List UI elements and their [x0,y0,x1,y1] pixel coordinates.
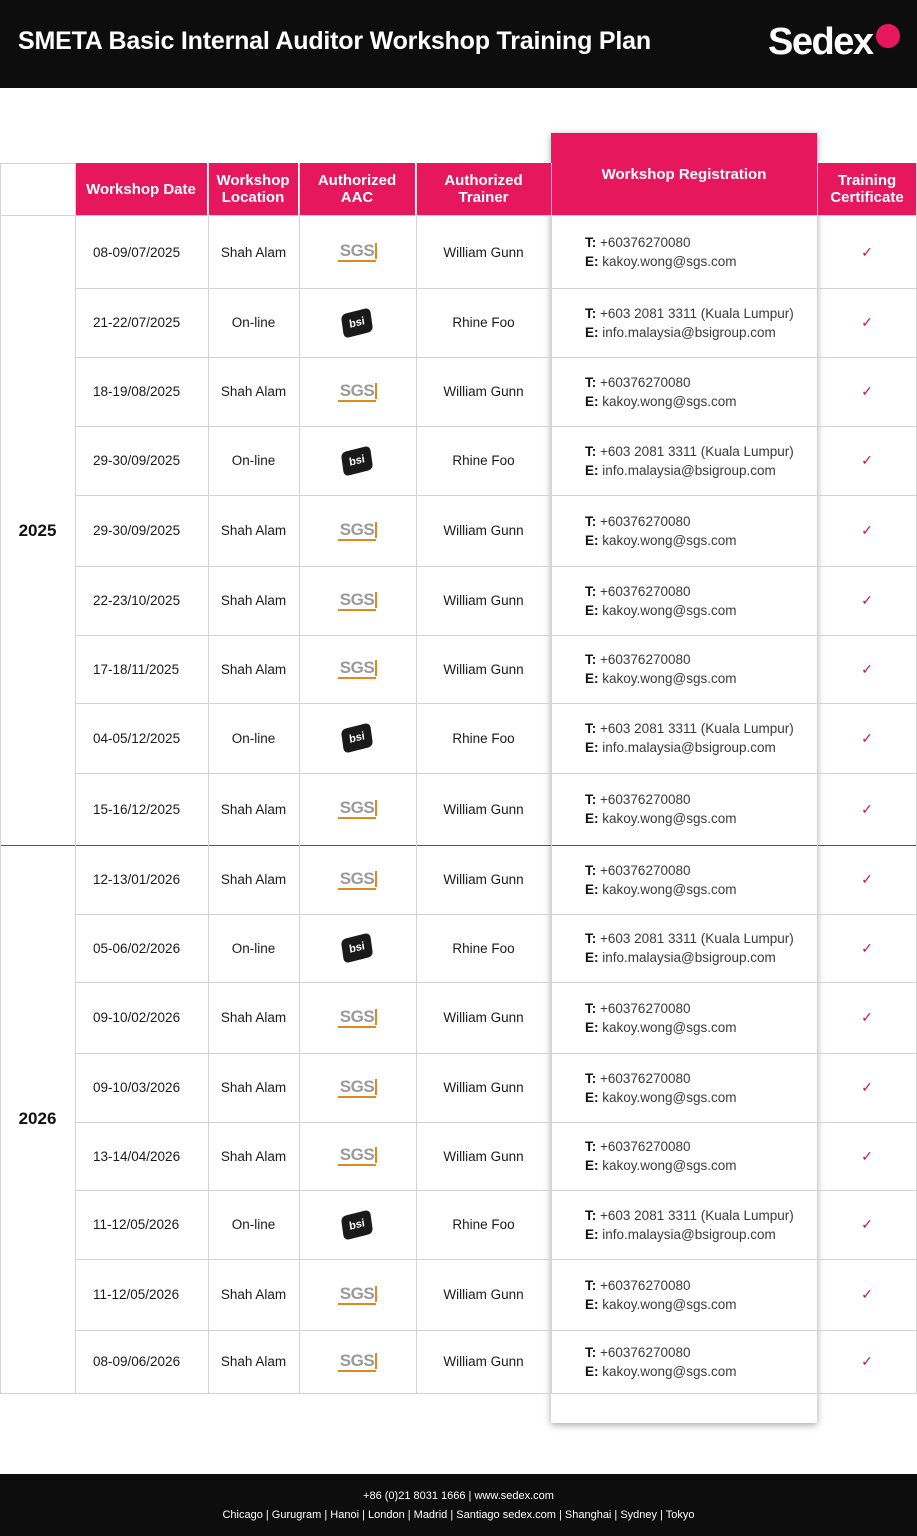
table-row [75,1190,917,1259]
registration-phone [585,1001,691,1016]
table-row [75,1053,917,1122]
phone-value[interactable]: +60376270080 [600,1277,691,1293]
cell-certificate [817,703,917,773]
email-label: E: [585,1089,599,1105]
phone-value[interactable]: +60376270080 [600,792,691,807]
check-icon: ✓ [861,729,873,746]
cell-aac [299,982,415,1053]
check-icon: ✓ [861,383,873,399]
check-icon: ✓ [861,1353,873,1369]
phone-value[interactable]: +60376270080 [600,1344,691,1360]
table-row [75,773,917,845]
table-row [75,635,917,703]
email-value[interactable]: kakoy.wong@sgs.com [602,602,737,618]
header-registration: Workshop Registration [551,133,817,215]
footer [0,1474,917,1536]
email-value[interactable]: kakoy.wong@sgs.com [602,393,737,409]
check-icon: ✓ [861,939,873,956]
phone-value[interactable]: +60376270080 [600,513,691,529]
cell-location: Shah Alam [220,244,287,260]
cell-registration [551,357,817,426]
cell-location: Shah Alam [220,872,287,887]
email-value[interactable]: kakoy.wong@sgs.com [602,811,737,826]
page-title: SMETA Basic Internal Auditor Workshop Training Plan [18,27,651,55]
bsi-logo-icon: bsi [341,932,373,963]
cell-date: 08-09/07/2025 [93,244,181,260]
cell-trainer: William Gunn [443,661,524,677]
phone-label: T: [585,235,597,250]
registration-phone [585,235,691,250]
cell-trainer: William Gunn [443,1354,524,1369]
cell-registration [551,982,817,1053]
cell-location: Shah Alam [220,1010,287,1025]
check-icon: ✓ [861,522,873,538]
registration-email [585,811,737,826]
phone-label: T: [585,443,597,459]
cell-trainer: William Gunn [443,384,524,399]
cell-date: 09-10/02/2026 [93,1010,181,1025]
cell-location: On-line [231,453,276,468]
cell-trainer: Rhine Foo [452,1217,515,1232]
email-label: E: [585,324,599,340]
email-value[interactable]: kakoy.wong@sgs.com [602,532,737,548]
email-value[interactable]: kakoy.wong@sgs.com [602,1158,737,1173]
email-value[interactable]: kakoy.wong@sgs.com [602,671,737,686]
cell-registration [551,426,817,495]
cell-aac [299,1190,415,1259]
cell-location: Shah Alam [220,661,287,677]
table-row [75,566,917,635]
registration-email [585,1227,776,1242]
email-label: E: [585,671,599,686]
cell-trainer: William Gunn [443,872,524,887]
bsi-logo-icon: bsi [341,1209,373,1240]
cell-aac [299,635,415,703]
registration-phone [585,1139,691,1154]
header-aac: Authorized AAC [299,163,415,215]
cell-aac [299,1053,415,1122]
check-icon: ✓ [861,1216,873,1232]
cell-location: On-line [231,730,276,746]
header-certificate: Training Certificate [817,163,917,215]
cell-location: Shah Alam [220,384,287,399]
phone-value[interactable]: +603 2081 3311 (Kuala Lumpur) [600,931,794,946]
phone-value[interactable]: +60376270080 [600,583,691,599]
cell-trainer: Rhine Foo [452,940,515,956]
email-label: E: [585,881,599,897]
phone-label: T: [585,1207,597,1223]
registration-email [585,463,776,478]
cell-certificate [817,495,917,566]
check-icon: ✓ [861,592,873,608]
sgs-logo-icon: SGS [339,1006,375,1026]
cell-date: 22-23/10/2025 [93,593,181,608]
email-value[interactable]: info.malaysia@bsigroup.com [602,1226,776,1242]
email-label: E: [585,950,599,965]
cell-aac [299,773,415,845]
registration-phone [585,444,794,459]
title-bar [0,0,917,88]
cell-aac [299,1330,415,1393]
cell-date: 29-30/09/2025 [93,523,181,538]
cell-certificate [817,1330,917,1393]
cell-certificate [817,426,917,495]
email-label: E: [585,1226,599,1242]
email-value[interactable]: info.malaysia@bsigroup.com [602,950,776,965]
cell-trainer: Rhine Foo [452,730,515,746]
email-label: E: [585,532,599,548]
cell-certificate [817,1190,917,1259]
cell-aac [299,845,415,914]
phone-label: T: [585,721,597,736]
registration-phone [585,931,794,946]
cell-registration [551,495,817,566]
cell-aac [299,357,415,426]
email-label: E: [585,811,599,826]
table-row [75,216,917,288]
check-icon: ✓ [861,1079,873,1095]
registration-phone [585,306,794,321]
table-row [75,357,917,426]
sgs-logo-icon: SGS [339,1076,375,1096]
cell-date: 04-05/12/2025 [93,730,181,746]
phone-label: T: [585,792,597,807]
cell-registration [551,1053,817,1122]
cell-registration [551,1190,817,1259]
phone-value[interactable]: +603 2081 3311 (Kuala Lumpur) [600,1207,794,1223]
phone-label: T: [585,1000,597,1016]
cell-certificate [817,845,917,914]
email-label: E: [585,462,599,478]
registration-phone [585,792,691,807]
table-row [75,845,917,914]
phone-value[interactable]: +603 2081 3311 (Kuala Lumpur) [600,721,794,736]
registration-phone [585,863,691,878]
cell-aac [299,216,415,288]
registration-phone [585,1208,794,1223]
cell-trainer: William Gunn [443,1010,524,1025]
table-row [75,1259,917,1330]
phone-label: T: [585,931,597,946]
phone-label: T: [585,305,597,321]
registration-email [585,325,776,340]
registration-phone [585,375,691,390]
registration-email [585,1020,737,1035]
table-row [75,426,917,495]
phone-label: T: [585,1344,597,1360]
cell-certificate [817,1259,917,1330]
cell-registration [551,703,817,773]
cell-certificate [817,914,917,982]
check-icon: ✓ [861,1009,873,1025]
header-trainer: Authorized Trainer [416,163,551,215]
table-row [75,982,917,1053]
registration-email [585,394,737,409]
cell-trainer: William Gunn [443,1148,524,1164]
registration-email [585,1090,737,1105]
check-icon: ✓ [861,800,873,817]
cell-registration [551,845,817,914]
check-icon: ✓ [861,660,873,677]
cell-location: On-line [231,315,276,330]
email-label: E: [585,1019,599,1035]
cell-registration [551,216,817,288]
table-row [75,1330,917,1393]
cell-certificate [817,288,917,357]
email-value[interactable]: info.malaysia@bsigroup.com [602,324,776,340]
phone-value[interactable]: +60376270080 [600,1000,691,1016]
cell-trainer: William Gunn [443,244,524,260]
footer-contact: +86 (0)21 8031 1666 | www.sedex.com [363,1490,554,1502]
sedex-logo [768,20,908,68]
phone-label: T: [585,1277,597,1293]
email-label: E: [585,602,599,618]
cell-registration [551,1259,817,1330]
cell-registration [551,635,817,703]
email-label: E: [585,1158,599,1173]
cell-date: 15-16/12/2025 [93,801,181,817]
email-value[interactable]: kakoy.wong@sgs.com [602,1089,737,1105]
phone-value[interactable]: +60376270080 [600,652,691,667]
cell-date: 09-10/03/2026 [93,1080,181,1095]
cell-certificate [817,635,917,703]
registration-phone [585,1345,691,1360]
phone-value[interactable]: +60376270080 [600,374,691,390]
cell-location: Shah Alam [220,1148,287,1164]
phone-value[interactable]: +603 2081 3311 (Kuala Lumpur) [600,305,794,321]
cell-certificate [817,982,917,1053]
check-icon: ✓ [861,1147,873,1164]
cell-location: Shah Alam [220,1080,287,1095]
registration-phone [585,1278,691,1293]
check-icon: ✓ [861,452,873,468]
cell-registration [551,1122,817,1190]
cell-registration [551,1330,817,1393]
sgs-logo-icon: SGS [339,519,375,539]
cell-date: 29-30/09/2025 [93,453,181,468]
cell-date: 05-06/02/2026 [93,940,181,956]
sgs-logo-icon: SGS [339,589,375,609]
email-value[interactable]: kakoy.wong@sgs.com [602,881,737,897]
sgs-logo-icon: SGS [339,658,375,677]
phone-label: T: [585,374,597,390]
cell-location: Shah Alam [220,1287,287,1302]
email-label: E: [585,740,599,755]
cell-certificate [817,1122,917,1190]
cell-trainer: Rhine Foo [452,453,515,468]
registration-phone [585,721,794,736]
cell-trainer: William Gunn [443,1080,524,1095]
check-icon: ✓ [861,243,873,260]
bsi-logo-icon: bsi [341,445,373,476]
bsi-logo-icon: bsi [341,722,373,753]
phone-value[interactable]: +60376270080 [600,862,691,878]
cell-aac [299,495,415,566]
check-icon: ✓ [861,1286,873,1302]
email-label: E: [585,254,599,269]
cell-date: 11-12/05/2026 [93,1287,180,1302]
table-row [75,914,917,982]
sgs-logo-icon: SGS [339,380,375,400]
registration-email [585,603,737,618]
email-label: E: [585,1363,599,1379]
email-value[interactable]: kakoy.wong@sgs.com [602,1296,737,1312]
phone-value[interactable]: +60376270080 [600,1070,691,1086]
cell-trainer: William Gunn [443,801,524,817]
registration-email [585,254,737,269]
cell-location: Shah Alam [220,593,287,608]
registration-email [585,1364,737,1379]
registration-email [585,1158,737,1173]
phone-value[interactable]: +60376270080 [600,235,691,250]
cell-aac [299,288,415,357]
sgs-logo-icon: SGS [339,1145,375,1164]
cell-date: 11-12/05/2026 [93,1217,180,1232]
cell-location: Shah Alam [220,801,287,817]
registration-phone [585,1071,691,1086]
cell-certificate [817,566,917,635]
cell-trainer: William Gunn [443,593,524,608]
cell-registration [551,288,817,357]
email-value[interactable]: kakoy.wong@sgs.com [602,254,737,269]
header-date: Workshop Date [75,163,207,215]
cell-location: Shah Alam [220,1354,287,1369]
cell-location: On-line [231,940,276,956]
phone-label: T: [585,513,597,529]
email-value[interactable]: kakoy.wong@sgs.com [602,1363,737,1379]
cell-certificate [817,773,917,845]
year-label-2026: 2026 [18,1109,57,1128]
cell-date: 18-19/08/2025 [93,384,181,399]
phone-label: T: [585,652,597,667]
cell-certificate [817,1053,917,1122]
cell-certificate [817,216,917,288]
registration-phone [585,584,691,599]
cell-date: 12-13/01/2026 [93,872,181,887]
cell-trainer: William Gunn [443,523,524,538]
phone-value[interactable]: +603 2081 3311 (Kuala Lumpur) [600,443,794,459]
cell-aac [299,426,415,495]
cell-certificate [817,357,917,426]
year-label-2025: 2025 [18,520,57,540]
email-value[interactable]: kakoy.wong@sgs.com [602,1019,737,1035]
cell-date: 17-18/11/2025 [93,661,180,677]
email-value[interactable]: info.malaysia@bsigroup.com [602,740,776,755]
cell-aac [299,566,415,635]
phone-value[interactable]: +60376270080 [600,1139,691,1154]
cell-aac [299,1122,415,1190]
cell-trainer: William Gunn [443,1287,524,1302]
registration-phone [585,514,691,529]
bsi-logo-icon: bsi [341,307,373,338]
cell-date: 21-22/07/2025 [93,315,181,330]
phone-label: T: [585,583,597,599]
email-label: E: [585,393,599,409]
check-icon: ✓ [861,871,873,887]
cell-registration [551,566,817,635]
phone-label: T: [585,1139,597,1154]
table-row [75,1122,917,1190]
registration-email [585,740,776,755]
grid-line [0,163,75,164]
registration-email [585,533,737,548]
phone-label: T: [585,862,597,878]
phone-label: T: [585,1070,597,1086]
cell-date: 13-14/04/2026 [93,1148,181,1164]
registration-email [585,882,737,897]
sgs-logo-icon: SGS [339,798,375,817]
sgs-logo-icon: SGS [339,1350,375,1370]
table-row [75,703,917,773]
footer-offices: Chicago | Gurugram | Hanoi | London | Madrid | Santiago sedex.com | Shanghai | Sydney | Tokyo [222,1509,695,1521]
table-row [75,288,917,357]
check-icon: ✓ [861,314,873,330]
cell-location: Shah Alam [220,523,287,538]
sgs-logo-icon: SGS [339,241,375,260]
sgs-logo-icon: SGS [339,868,375,888]
table-row [75,495,917,566]
registration-phone [585,652,691,667]
cell-trainer: Rhine Foo [452,315,515,330]
cell-registration [551,773,817,845]
registration-email [585,950,776,965]
email-value[interactable]: info.malaysia@bsigroup.com [602,462,776,478]
sgs-logo-icon: SGS [339,1283,375,1303]
cell-aac [299,703,415,773]
cell-date: 08-09/06/2026 [93,1354,181,1369]
logo-wordmark: Sedex [768,21,873,63]
cell-aac [299,1259,415,1330]
registration-email [585,671,737,686]
logo-dot-icon [876,24,900,48]
cell-aac [299,914,415,982]
cell-location: On-line [231,1217,276,1232]
cell-registration [551,914,817,982]
email-label: E: [585,1296,599,1312]
registration-email [585,1297,737,1312]
header-location: Workshop Location [208,163,298,215]
